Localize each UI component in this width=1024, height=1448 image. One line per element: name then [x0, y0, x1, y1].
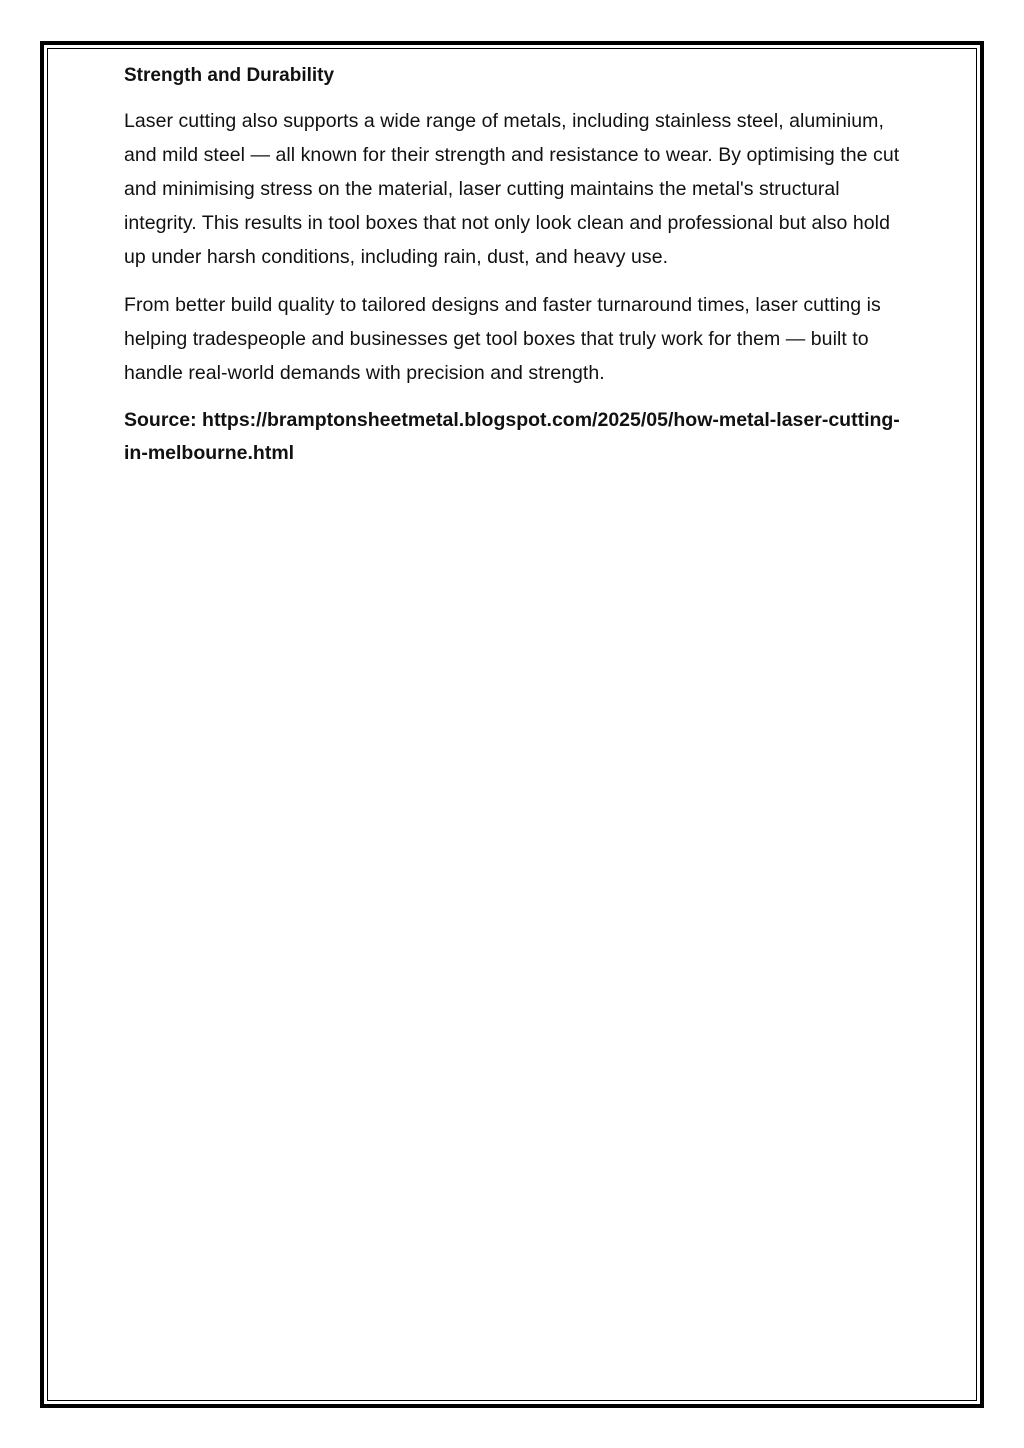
source-link[interactable]: https://bramptonsheetmetal.blogspot.com/2025/05/how-metal-laser-cutting-in-melbourne.html — [124, 409, 900, 464]
source-citation — [124, 404, 904, 470]
section-heading: Strength and Durability — [124, 65, 335, 86]
document-body — [124, 62, 904, 470]
source-label: Source: — [124, 409, 203, 431]
paragraph-conclusion: From better build quality to tailored designs and faster turnaround times, laser cutting is helping tradespeople and businesses get tool boxes that truly work for them — built to handle real-world demands with precision and strength. — [124, 294, 881, 384]
paragraph-metals: Laser cutting also supports a wide range of metals, including stainless steel, aluminium, and mild steel — all known for their strength and resistance to wear. By optimising the cut and minimising stress on the material, laser cutting maintains the metal's structural integrity. This results in tool boxes that not only look clean and professional but also hold up under harsh conditions, including rain, dust, and heavy use. — [124, 110, 900, 268]
